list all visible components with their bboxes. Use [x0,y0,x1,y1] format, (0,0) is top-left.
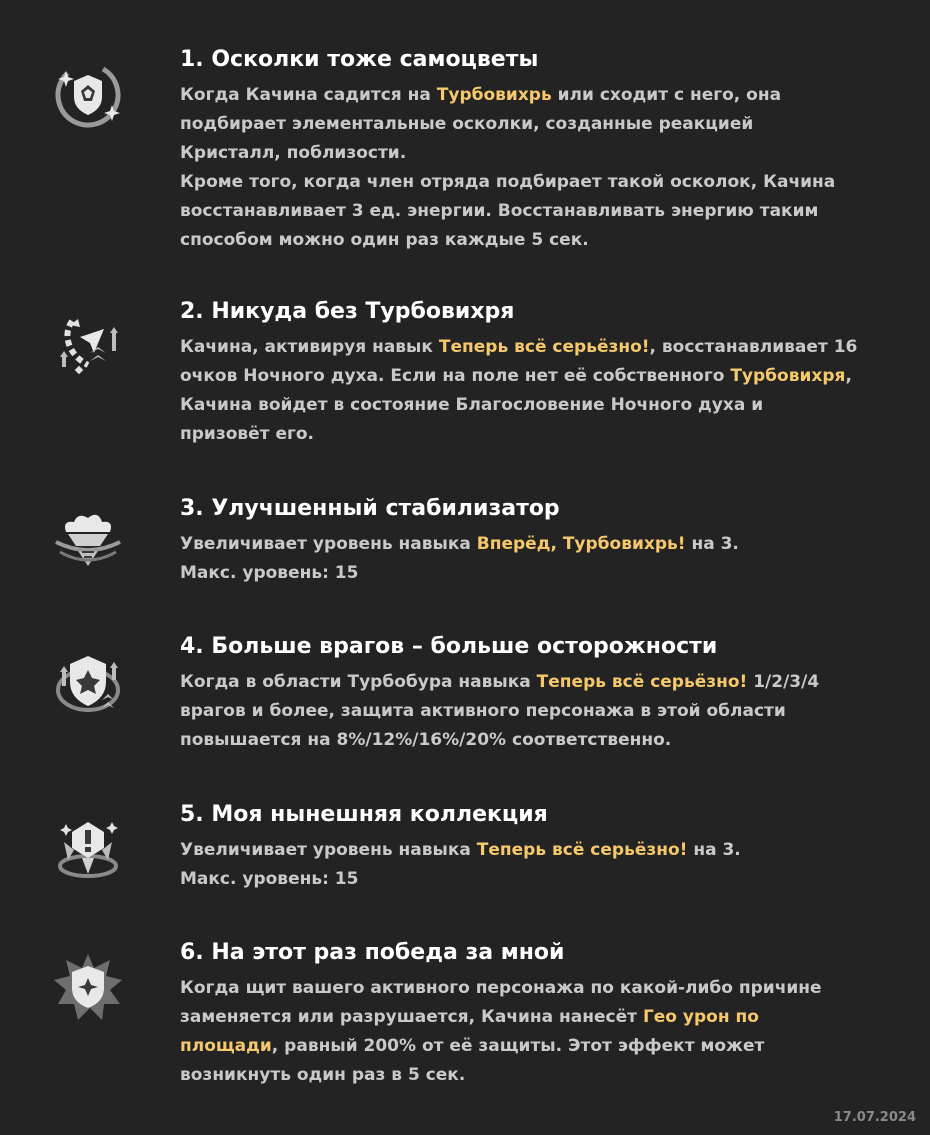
description-line [180,1003,900,1032]
description-line [180,726,900,755]
constellation-text [180,800,900,894]
description-text: , [845,366,852,386]
constellation-description [180,836,900,894]
highlighted-term: площади [180,1036,272,1056]
constellation-description [180,81,900,255]
description-line [180,81,900,110]
description-text: на 3. [685,534,739,554]
description-text: 1/2/3/4 [747,672,820,692]
constellation-text [180,938,900,1090]
description-text: восстанавливает 3 ед. энергии. Восстанавливать энергию таким [180,201,819,221]
description-line [180,333,900,362]
description-text: Макс. уровень: 15 [180,869,359,889]
highlighted-term: Теперь всё серьёзно! [536,672,748,692]
constellation-text [180,632,900,755]
description-line [180,865,900,894]
constellation-title: 5. Моя нынешняя коллекция [180,802,548,827]
description-text: на 3. [687,840,741,860]
description-line [180,668,900,697]
constellation-title: 1. Осколки тоже самоцветы [180,47,539,72]
shield-chevron-icon [50,646,126,722]
description-line [180,110,900,139]
constellation-description [180,333,900,449]
highlighted-term: Гео урон по [642,1007,759,1027]
highlighted-term: Турбовихрь [436,85,552,105]
description-text: Когда щит вашего активного персонажа по какой-либо причине [180,978,822,998]
description-line [180,697,900,726]
description-text: Увеличивает уровень навыка [180,840,477,860]
description-text: повышается на 8%/12%/16%/20% соответственно. [180,730,672,750]
description-line [180,168,900,197]
description-line [180,559,900,588]
description-text: Кроме того, когда член отряда подбирает такой осколок, Качина [180,172,836,192]
description-text: врагов и более, защита активного персонажа в этой области [180,701,786,721]
description-line [180,362,900,391]
description-text: Когда в области Турбобура навыка [180,672,537,692]
highlighted-term: Теперь всё серьёзно! [476,840,688,860]
description-text: возникнуть один раз в 5 сек. [180,1065,466,1085]
constellation-title: 6. На этот раз победа за мной [180,940,565,965]
highlighted-term: Вперёд, Турбовихрь! [476,534,686,554]
description-line [180,974,900,1003]
description-text: Качина, активируя навык [180,337,439,357]
constellation-title: 4. Больше врагов – больше осторожности [180,634,718,659]
description-text: Кристалл, поблизости. [180,143,407,163]
constellation-text [180,297,900,449]
publish-date: 17.07.2024 [833,1110,916,1125]
description-text: Качина войдет в состояние Благословение Ночного духа и [180,395,764,415]
constellation-description [180,530,900,588]
description-text: способом можно один раз каждые 5 сек. [180,230,589,250]
description-text: Когда Качина садится на [180,85,437,105]
description-line [180,391,900,420]
description-text: Макс. уровень: 15 [180,563,359,583]
description-text: , равный 200% от её защиты. Этот эффект может [271,1036,765,1056]
description-line [180,420,900,449]
description-text: Увеличивает уровень навыка [180,534,477,554]
constellation-description [180,974,900,1090]
shield-burst-icon [50,950,126,1026]
spinning-top-icon [50,502,126,578]
description-text: очков Ночного духа. Если на поле нет её собственного [180,366,731,386]
description-text: заменяется или разрушается, Качина нанесёт [180,1007,643,1027]
description-line [180,139,900,168]
description-text: призовёт его. [180,424,314,444]
constellation-description [180,668,900,755]
description-text: , восстанавливает 16 [649,337,858,357]
description-line [180,197,900,226]
constellation-text [180,45,900,255]
constellation-text [180,494,900,588]
description-line [180,1061,900,1090]
description-line [180,226,900,255]
crystal-warning-icon [50,812,126,888]
constellation-title: 2. Никуда без Турбовихря [180,299,515,324]
description-line [180,836,900,865]
shield-gem-icon [50,57,126,133]
highlighted-term: Турбовихря [730,366,846,386]
drill-arrows-icon [50,307,126,383]
description-text: или сходит с него, она [551,85,782,105]
description-line [180,530,900,559]
description-line [180,1032,900,1061]
highlighted-term: Теперь всё серьёзно! [438,337,650,357]
description-text: подбирает элементальные осколки, созданные реакцией [180,114,754,134]
constellation-title: 3. Улучшенный стабилизатор [180,496,560,521]
